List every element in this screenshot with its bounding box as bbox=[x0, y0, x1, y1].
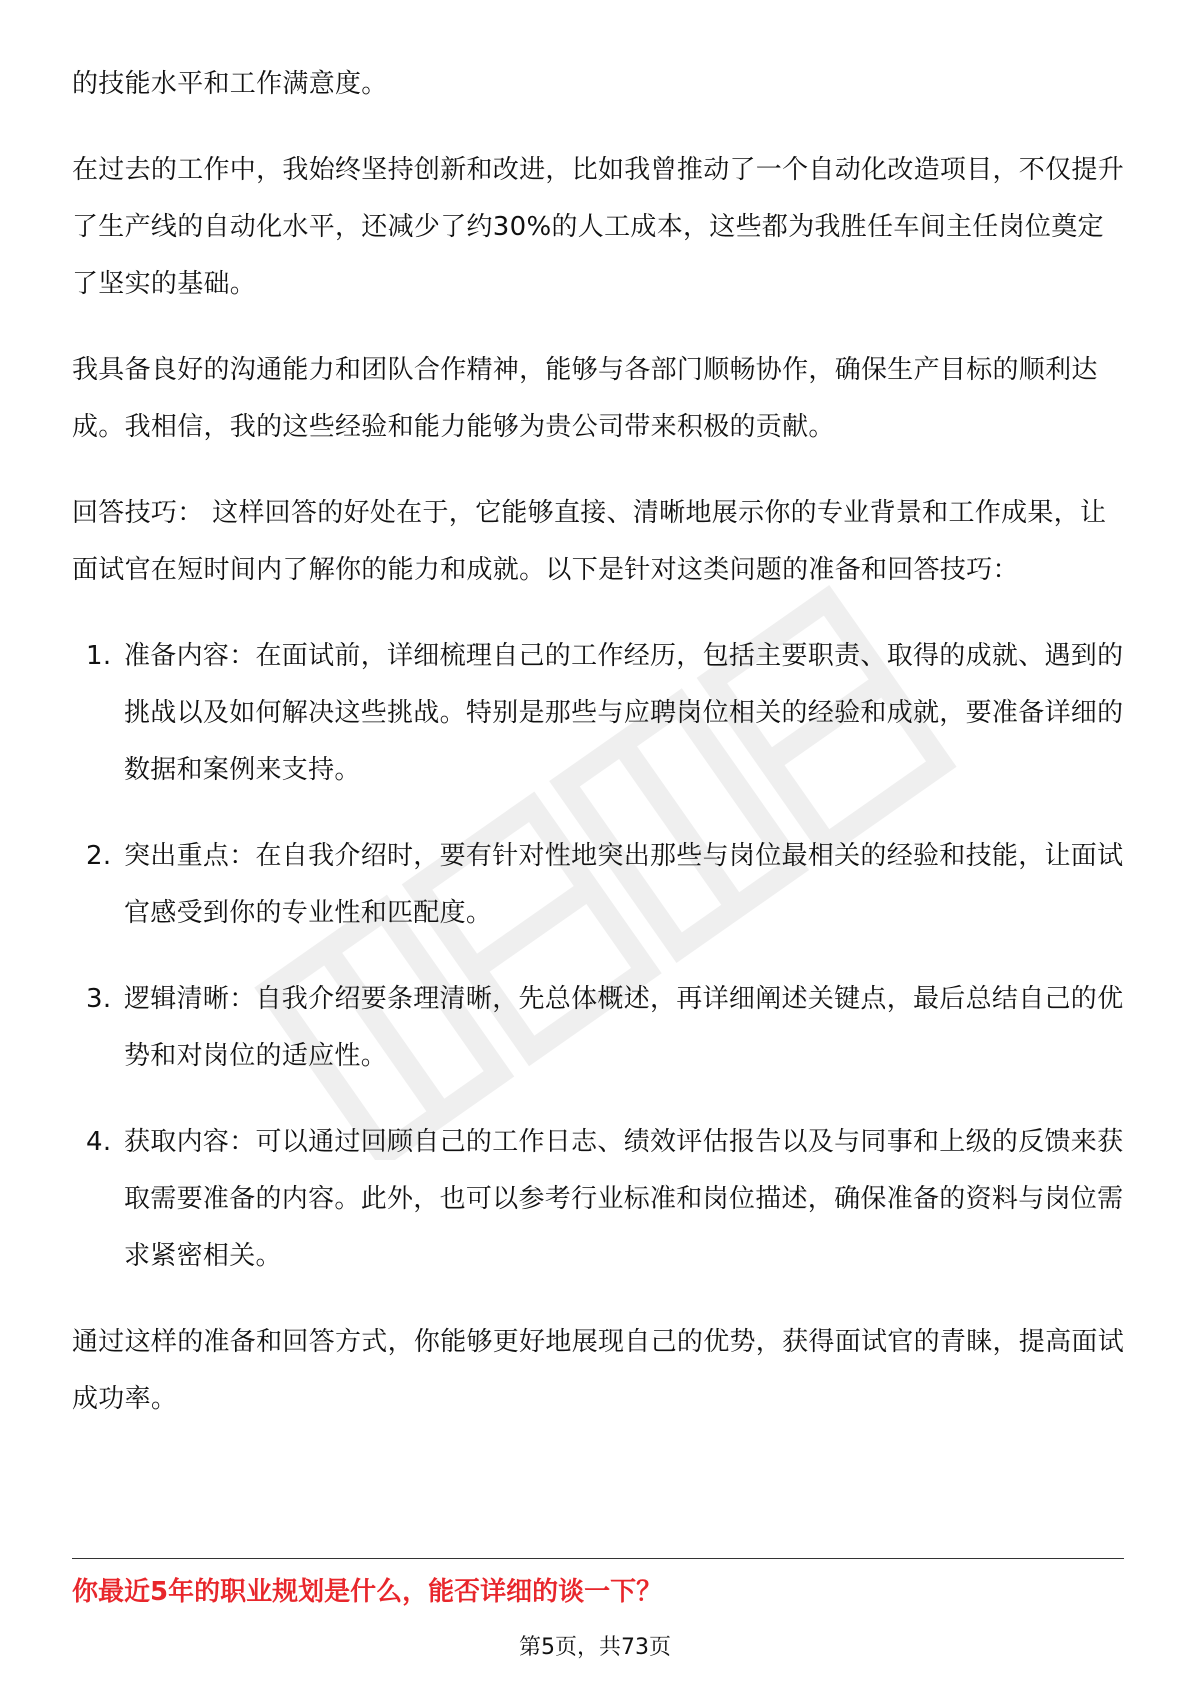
paragraph-skills: 我具备良好的沟通能力和团队合作精神，能够与各部门顺畅协作，确保生产目标的顺利达成。我相信，我的这些经验和能力能够为贵公司带来积极的贡献。 bbox=[72, 355, 1098, 442]
document-body bbox=[72, 56, 1124, 1457]
list-number: 1. bbox=[86, 641, 112, 671]
list-item bbox=[72, 1114, 1124, 1285]
page-footer: 第5页，共73页 bbox=[519, 1635, 671, 1660]
tips-list bbox=[72, 628, 1124, 1285]
list-item-text: 突出重点：在自我介绍时，要有针对性地突出那些与岗位最相关的经验和技能，让面试官感受到你的专业性和匹配度。 bbox=[124, 841, 1124, 928]
list-number: 4. bbox=[86, 1127, 112, 1157]
paragraph-continuation: 的技能水平和工作满意度。 bbox=[72, 69, 388, 99]
list-item-text: 获取内容：可以通过回顾自己的工作日志、绩效评估报告以及与同事和上级的反馈来获取需要准备的内容。此外，也可以参考行业标准和岗位描述，确保准备的资料与岗位需求紧密相关。 bbox=[124, 1127, 1124, 1271]
paragraph-conclusion: 通过这样的准备和回答方式，你能够更好地展现自己的优势，获得面试官的青睐，提高面试成功率。 bbox=[72, 1327, 1125, 1414]
list-number: 3. bbox=[86, 984, 112, 1014]
list-item-text: 准备内容：在面试前，详细梳理自己的工作经历，包括主要职责、取得的成就、遇到的挑战以及如何解决这些挑战。特别是那些与应聘岗位相关的经验和成就，要准备详细的数据和案例来支持。 bbox=[124, 641, 1124, 785]
section-divider bbox=[72, 1558, 1124, 1559]
list-item bbox=[72, 828, 1124, 942]
list-item bbox=[72, 628, 1124, 799]
list-item-text: 逻辑清晰：自我介绍要条理清晰，先总体概述，再详细阐述关键点，最后总结自己的优势和对岗位的适应性。 bbox=[124, 984, 1124, 1071]
next-question-heading: 你最近5年的职业规划是什么，能否详细的谈一下？ bbox=[72, 1577, 663, 1607]
paragraph-answer-tips: 回答技巧： 这样回答的好处在于，它能够直接、清晰地展示你的专业背景和工作成果，让面试官在短时间内了解你的能力和成就。以下是针对这类问题的准备和回答技巧： bbox=[72, 498, 1107, 585]
list-item bbox=[72, 971, 1124, 1085]
paragraph-experience: 在过去的工作中，我始终坚持创新和改进，比如我曾推动了一个自动化改造项目，不仅提升了生产线的自动化水平，还减少了约30%的人工成本，这些都为我胜任车间主任岗位奠定了坚实的基础。 bbox=[72, 155, 1125, 299]
list-number: 2. bbox=[86, 841, 112, 871]
